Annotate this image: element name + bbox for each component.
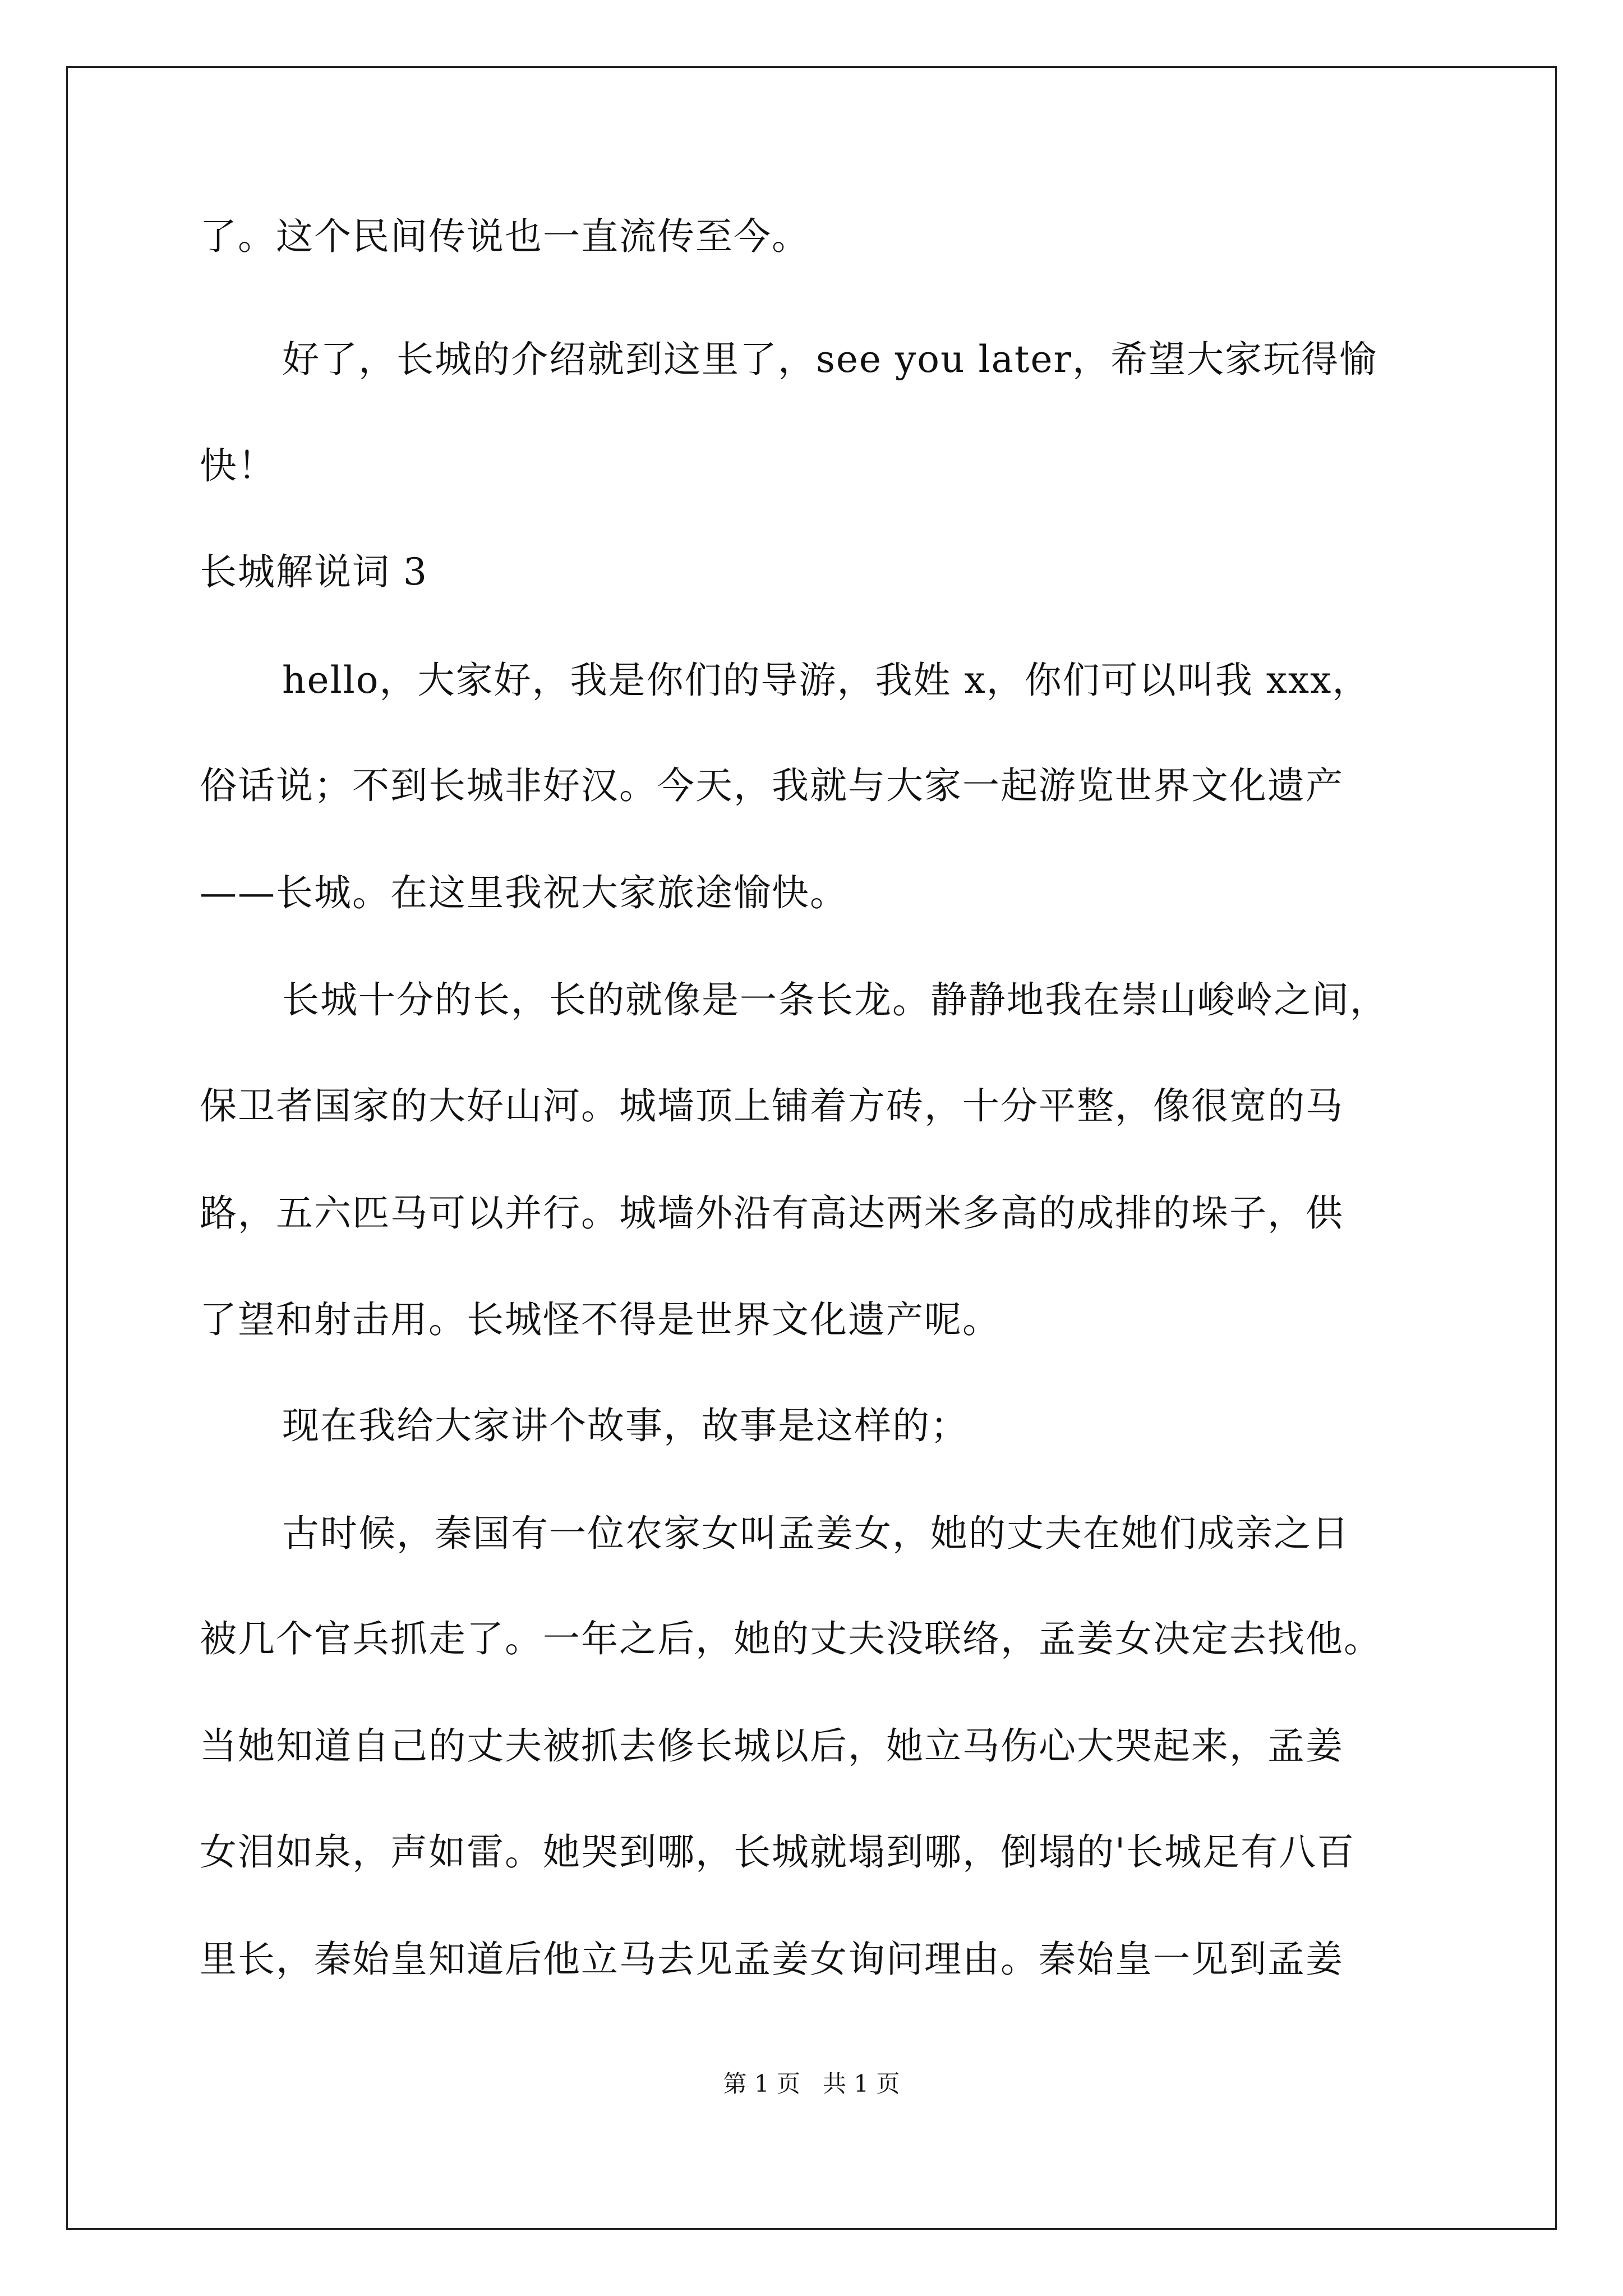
body-line: 当她知道自己的丈夫被抓去修长城以后，她立马伤心大哭起来，孟姜	[200, 1724, 1344, 1768]
body-line: 好了，长城的介绍就到这里了，see you later，希望大家玩得愉	[282, 338, 1378, 381]
body-line: 保卫者国家的大好山河。城墙顶上铺着方砖，十分平整，像很宽的马	[200, 1084, 1344, 1128]
body-line: 被几个官兵抓走了。一年之后，她的丈夫没联络，孟姜女决定去找他。	[200, 1617, 1382, 1660]
body-line: 俗话说；不到长城非好汉。今天，我就与大家一起游览世界文化遗产	[200, 764, 1344, 807]
body-line: 现在我给大家讲个故事，故事是这样的；	[282, 1404, 969, 1447]
body-line: 了望和射击用。长城怪不得是世界文化遗产呢。	[200, 1298, 1000, 1341]
body-line: hello，大家好，我是你们的导游，我姓 x，你们可以叫我 xxx，	[282, 659, 1371, 702]
page-border	[66, 66, 1557, 2230]
body-line: 古时候，秦国有一位农家女叫孟姜女，她的丈夫在她们成亲之日	[282, 1512, 1350, 1555]
body-line: 了。这个民间传说也一直流传至今。	[200, 215, 810, 258]
body-line: 快！	[200, 444, 276, 487]
body-line: 长城十分的长，长的就像是一条长龙。静静地我在崇山峻岭之间，	[282, 978, 1388, 1022]
page-number-footer: 第 1 页 共 1 页	[723, 2070, 900, 2097]
body-line: 里长，秦始皇知道后他立马去见孟姜女询问理由。秦始皇一见到孟姜	[200, 1938, 1344, 1981]
body-line: ——长城。在这里我祝大家旅途愉快。	[200, 871, 848, 914]
body-line: 女泪如泉，声如雷。她哭到哪，长城就塌到哪，倒塌的'长城足有八百	[200, 1830, 1355, 1874]
section-heading: 长城解说词 3	[200, 550, 428, 593]
body-line: 路，五六匹马可以并行。城墙外沿有高达两米多高的成排的垛子，供	[200, 1191, 1344, 1235]
